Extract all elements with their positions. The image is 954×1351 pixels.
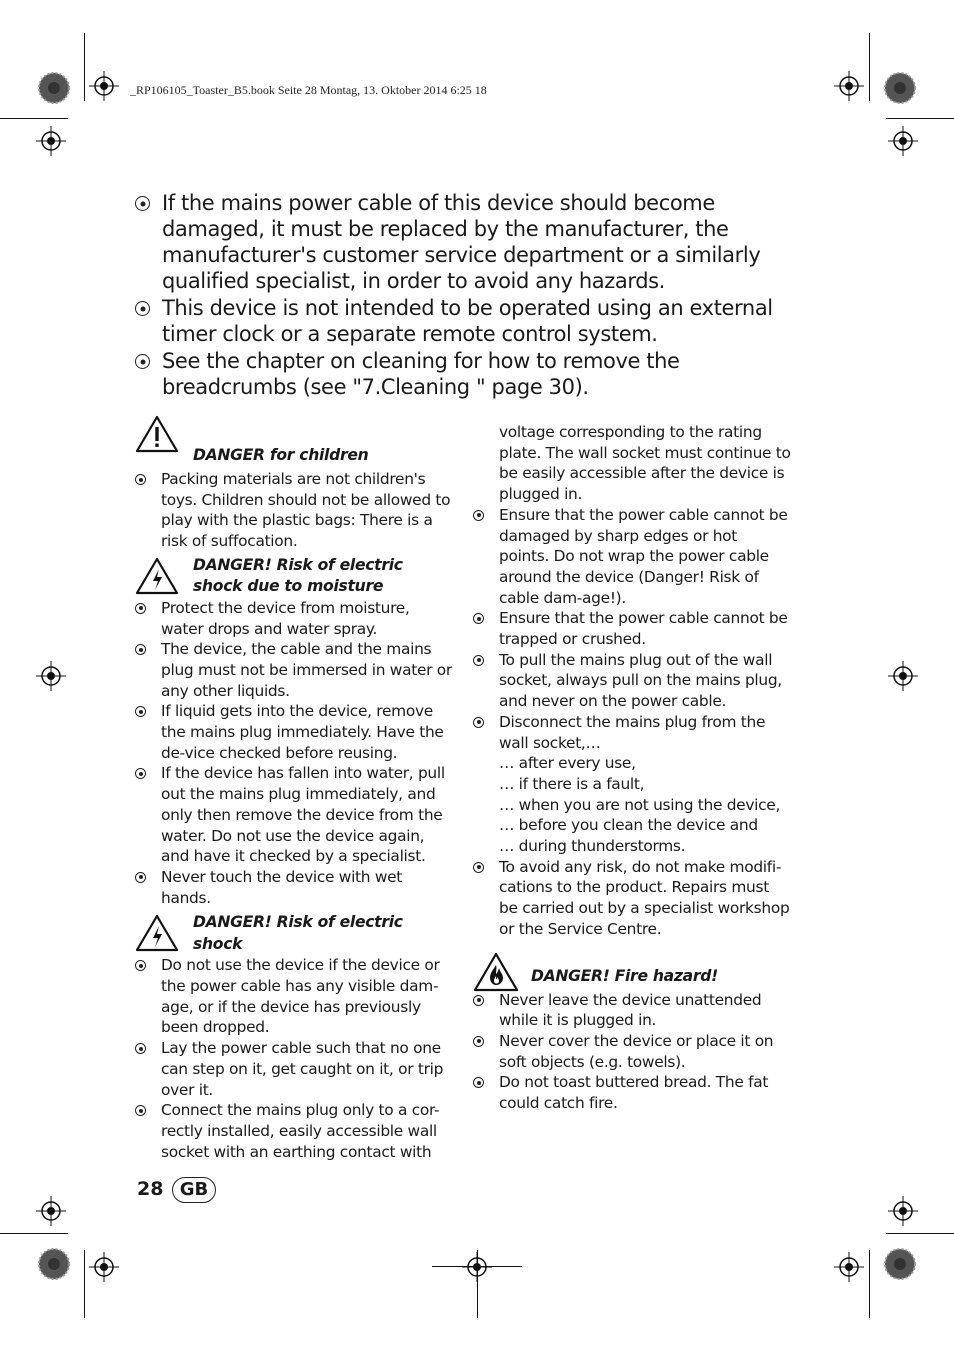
- print-file-info: _RP106105_Toaster_B5.book Seite 28 Montag, 13. Oktober 2014 6:25 18: [130, 83, 487, 97]
- crop-mark: [84, 1250, 85, 1318]
- registration-mark-icon: [834, 1252, 864, 1282]
- registration-mark-icon: [888, 661, 918, 691]
- section-heading-children: DANGER for children: [135, 432, 455, 469]
- bullet-icon: [473, 510, 484, 521]
- list-item: Ensure that the power cable cannot be trapped or crushed.: [473, 608, 791, 649]
- list-item: If the mains power cable of this device should become damaged, it must be replaced by the manufacturer, the manufacturer's customer service department or a similarly qualified specialist, in order to avoid any hazards.: [135, 190, 795, 294]
- crop-mark: [886, 118, 954, 119]
- bullet-icon: [135, 301, 150, 316]
- list-item: This device is not intended to be operated using an external timer clock or a separate remote control system.: [135, 295, 795, 347]
- bullet-icon: [135, 354, 150, 369]
- bullet-icon: [135, 1043, 146, 1054]
- sub-line: … when you are not using the device,: [499, 795, 781, 814]
- color-wheel-icon: [884, 72, 916, 104]
- electric-shock-warning-icon: [135, 557, 179, 595]
- bullet-icon: [473, 717, 484, 728]
- crop-mark: [84, 33, 85, 101]
- fire-warning-icon: [473, 952, 519, 992]
- crop-mark: [886, 1233, 954, 1234]
- section-heading-fire: DANGER! Fire hazard!: [473, 954, 791, 990]
- list-item: Packing materials are not children's toys. Children should not be allowed to play with the plastic bags: There is a risk of suffocation.: [135, 469, 455, 552]
- registration-mark-icon: [89, 71, 119, 101]
- bullet-icon: [473, 995, 484, 1006]
- color-wheel-icon: [38, 1248, 70, 1280]
- language-badge: GB: [172, 1177, 216, 1203]
- bullet-icon: [135, 644, 146, 655]
- list-item: If the device has fallen into water, pull out the mains plug immediately, and only then remove the device from the water. Do not use the device again, and have it checked by a specialist.: [135, 763, 455, 867]
- bullet-icon: [135, 768, 146, 779]
- list-item: Protect the device from moisture, water drops and water spray.: [135, 598, 455, 639]
- bullet-icon: [135, 603, 146, 614]
- sub-line: … after every use,: [499, 754, 636, 773]
- list-item: To avoid any risk, do not make modifi-cations to the product. Repairs must be carried out by a specialist workshop or the Service Centre.: [473, 857, 791, 940]
- right-column: [473, 422, 791, 1114]
- list-item: Connect the mains plug only to a cor-rectly installed, easily accessible wall socket with an earthing contact with: [135, 1100, 455, 1162]
- bullet-icon: [135, 474, 146, 485]
- registration-mark-icon: [834, 71, 864, 101]
- crop-mark: [432, 1266, 522, 1267]
- crop-mark: [869, 1250, 870, 1318]
- crop-mark: [477, 1250, 478, 1318]
- crop-mark: [0, 118, 68, 119]
- exclamation-warning-icon: [135, 415, 179, 453]
- bullet-icon: [135, 1105, 146, 1116]
- registration-mark-icon: [89, 1252, 119, 1282]
- registration-mark-icon: [36, 1196, 66, 1226]
- bullet-icon: [135, 872, 146, 883]
- electric-shock-warning-icon: [135, 914, 179, 952]
- section-heading-moisture: DANGER! Risk of electric shock due to moisture: [135, 555, 455, 598]
- list-item: Never leave the device unattended while it is plugged in.: [473, 990, 791, 1031]
- list-item: See the chapter on cleaning for how to remove the breadcrumbs (see "7.Cleaning " page 30).: [135, 348, 795, 400]
- registration-mark-icon: [36, 661, 66, 691]
- bullet-icon: [473, 862, 484, 873]
- list-item: The device, the cable and the mains plug must not be immersed in water or any other liquids.: [135, 639, 455, 701]
- registration-mark-icon: [36, 126, 66, 156]
- bullet-icon: [473, 655, 484, 666]
- list-item: Never touch the device with wet hands.: [135, 867, 455, 908]
- crop-mark: [869, 33, 870, 101]
- list-item: To pull the mains plug out of the wall socket, always pull on the mains plug, and never on the power cable.: [473, 650, 791, 712]
- bullet-icon: [473, 613, 484, 624]
- section-heading-electric-shock: DANGER! Risk of electric shock: [135, 912, 455, 955]
- sub-line: … if there is a fault,: [499, 774, 645, 793]
- crop-mark: [0, 1233, 68, 1234]
- color-wheel-icon: [884, 1248, 916, 1280]
- bullet-icon: [135, 960, 146, 971]
- list-item: Do not toast buttered bread. The fat could catch fire.: [473, 1072, 791, 1113]
- list-item: Ensure that the power cable cannot be damaged by sharp edges or hot points. Do not wrap the power cable around the device (Danger! Risk of cable dam-age!).: [473, 505, 791, 609]
- list-item: Lay the power cable such that no one can step on it, get caught on it, or trip over it.: [135, 1038, 455, 1100]
- left-column: [135, 445, 455, 1162]
- continued-text: voltage corresponding to the rating plate. The wall socket must continue to be easily accessible after the device is plugged in.: [499, 423, 791, 504]
- sub-line: … during thunderstorms.: [499, 837, 686, 856]
- bullet-icon: [473, 1077, 484, 1088]
- color-wheel-icon: [38, 72, 70, 104]
- list-item: Do not use the device if the device or the power cable has any visible dam-age, or if the device has previously been dropped.: [135, 955, 455, 1038]
- sub-line: … before you clean the device and: [499, 816, 758, 835]
- bullet-icon: [135, 196, 150, 211]
- bullet-icon: [473, 1036, 484, 1047]
- list-item: If liquid gets into the device, remove the mains plug immediately. Have the de-vice checked before reusing.: [135, 701, 455, 763]
- list-item: Never cover the device or place it on soft objects (e.g. towels).: [473, 1031, 791, 1072]
- bullet-icon: [135, 706, 146, 717]
- intro-safety-list: [135, 190, 795, 401]
- page-number: 28: [137, 1178, 164, 1200]
- registration-mark-icon: [888, 1196, 918, 1226]
- list-item: Disconnect the mains plug from the wall socket,…: [473, 712, 791, 753]
- registration-mark-icon: [888, 126, 918, 156]
